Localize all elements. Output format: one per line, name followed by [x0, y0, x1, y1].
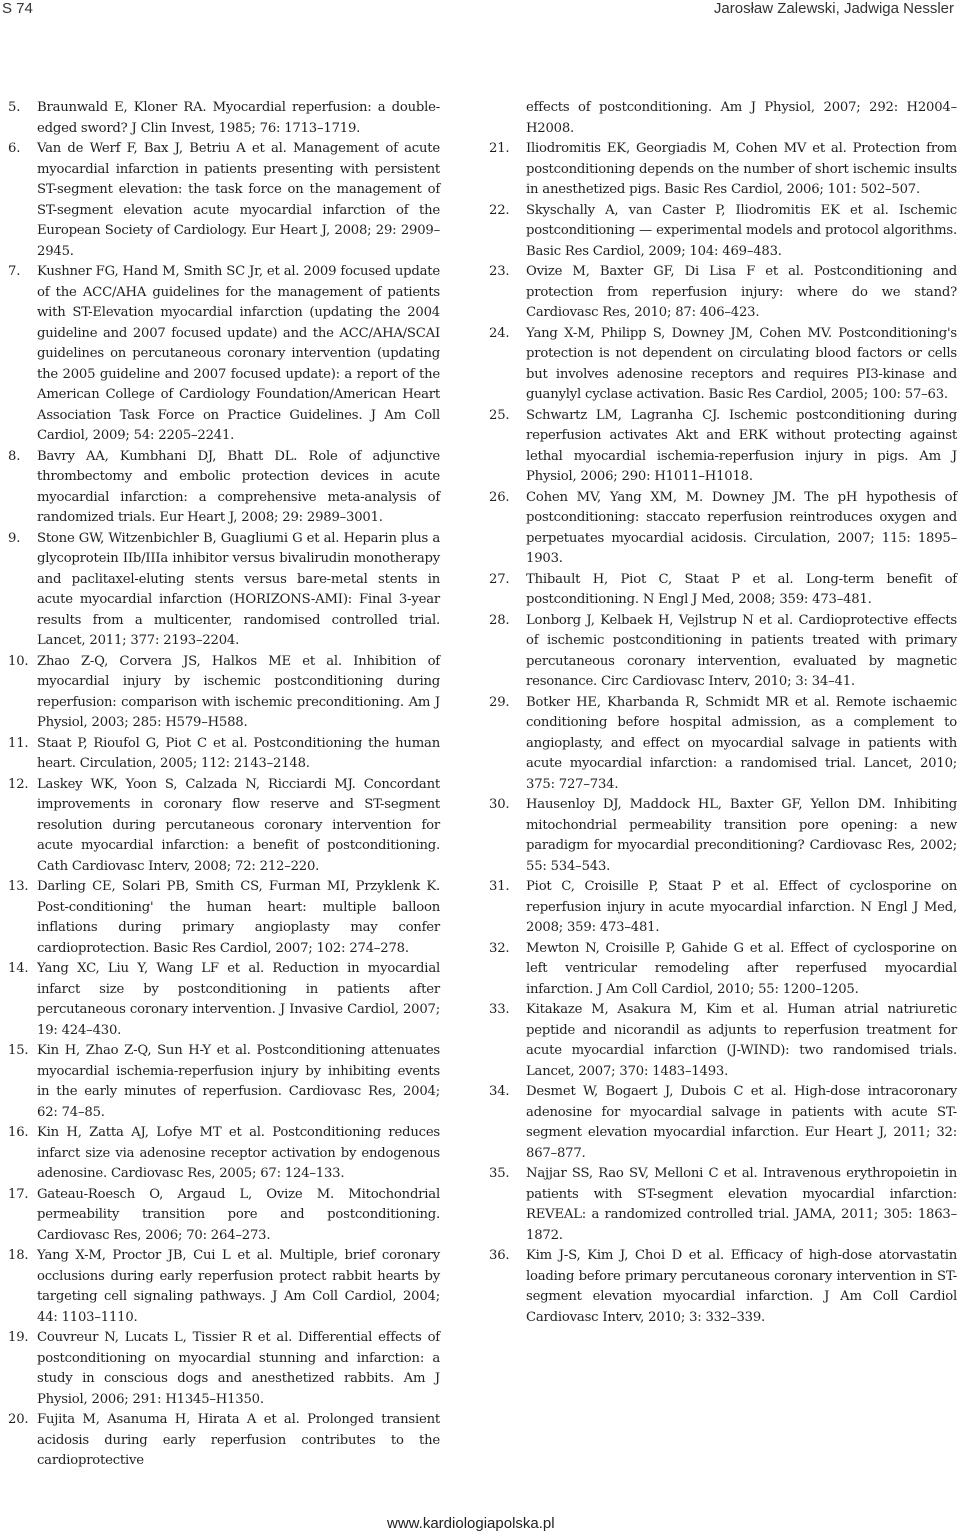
reference-text: Mewton N, Croisille P, Gahide G et al. Effect of cyclosporine on left ventricular remodeling after reperfused myocardial infarction. J Am Coll Cardiol, 2010; 55: 1200–1205. — [526, 940, 957, 997]
reference-text: Kin H, Zhao Z-Q, Sun H-Y et al. Postconditioning attenuates myocardial ischemia-reperfusion injury by inhibiting events in the early minutes of reperfusion. Cardiovasc Res, 2004; 62: 74–85. — [37, 1043, 440, 1120]
reference-item — [489, 877, 957, 939]
reference-item — [489, 488, 957, 570]
reference-text: Kin H, Zatta AJ, Lofye MT et al. Postconditioning reduces infarct size via adenosine receptor activation by endogenous adenosine. Cardiovasc Res, 2005; 67: 124–133. — [37, 1125, 440, 1181]
reference-text: Kitakaze M, Asakura M, Kim et al. Human atrial natriuretic peptide and nicorandil as adjunts to reperfusion treatment for acute myocardial infarction (J-WIND): two randomised trials. Lancet, 2007; 370: 1483–1493. — [526, 1002, 957, 1079]
reference-number: 29. — [489, 694, 510, 710]
reference-number: 17. — [8, 1186, 29, 1202]
reference-number: 23. — [489, 264, 510, 279]
reference-number: 10. — [8, 653, 29, 669]
reference-item — [8, 98, 440, 139]
running-header — [0, 0, 960, 24]
reference-number: 12. — [8, 776, 29, 792]
reference-item — [8, 1185, 440, 1247]
reference-text: Desmet W, Bogaert J, Dubois C et al. High-dose intracoronary adenosine for myocardial salvage in patients with acute ST-segment elevation myocardial infarction. Eur Heart J, 2011; 32: 867–877. — [526, 1084, 957, 1161]
reference-item — [8, 959, 440, 1041]
reference-item — [8, 1123, 440, 1185]
reference-text: Fujita M, Asanuma H, Hirata A et al. Prolonged transient acidosis during early reperfusion contributes to the cardioprotective — [37, 1412, 440, 1468]
reference-text: Laskey WK, Yoon S, Calzada N, Ricciardi MJ. Concordant improvements in coronary flow reserve and ST-segment resolution during percutaneous coronary intervention for acute myocardial infarction: a benefit of postconditioning. Cath Cardiovasc Interv, 2008; 72: 212–220. — [37, 776, 440, 874]
reference-text: Kushner FG, Hand M, Smith SC Jr, et al. 2009 focused update of the ACC/AHA guidelines for the management of patients with ST-Elevation myocardial infarction (updating the 2004 guideline and 2007 focused update) and the ACC/AHA/SCAI guidelines on percutaneous coronary intervention (updating the 2005 guideline and 2007 focused update): a report of the American College of Cardiology Foundation/American Heart Association Task Force on Practice Guidelines. J Am Coll Cardiol, 2009; 54: 2205–2241. — [37, 264, 440, 443]
reference-number: 26. — [489, 489, 510, 505]
reference-item — [8, 775, 440, 878]
reference-text: Couvreur N, Lucats L, Tissier R et al. Differential effects of postconditioning on myocardial stunning and infarction: a study in conscious dogs and anesthetized rabbits. Am J Physiol, 2006; 291: H1345–H1350. — [37, 1330, 440, 1407]
reference-text: Staat P, Rioufol G, Piot C et al. Postconditioning the human heart. Circulation, 2005; 112: 2143–2148. — [37, 735, 440, 771]
reference-text: Darling CE, Solari PB, Smith CS, Furman MI, Przyklenk K. Post-conditioning' the human heart: multiple balloon inflations during primary angioplasty may confer cardioprotection. Basic Res Cardiol, 2007; 102: 274–278. — [37, 879, 440, 956]
reference-number: 6. — [8, 141, 21, 156]
reference-number: 25. — [489, 407, 510, 423]
reference-item — [489, 406, 957, 488]
reference-item — [8, 262, 440, 447]
reference-item — [8, 529, 440, 652]
reference-text: Kim J-S, Kim J, Choi D et al. Efficacy of high-dose atorvastatin loading before primary percutaneous coronary intervention in ST-segment elevation myocardial infarction. J Am Coll Cardiol Cardiovasc Interv, 2010; 3: 332–339. — [526, 1248, 957, 1325]
reference-text: Ovize M, Baxter GF, Di Lisa F et al. Postconditioning and protection from reperfusion injury: where do we stand? Cardiovasc Res, 2010; 87: 406–423. — [526, 264, 957, 320]
reference-number: 20. — [8, 1412, 29, 1427]
reference-item — [8, 139, 440, 262]
reference-item — [489, 693, 957, 796]
reference-number: 7. — [8, 264, 21, 279]
reference-number: 28. — [489, 612, 510, 628]
reference-number: 14. — [8, 961, 29, 976]
page-footer — [0, 1515, 960, 1536]
page-number: S 74 — [2, 0, 33, 17]
reference-number: 33. — [489, 1002, 510, 1017]
reference-number: 16. — [8, 1125, 29, 1140]
reference-item — [8, 1041, 440, 1123]
reference-text: Schwartz LM, Lagranha CJ. Ischemic postconditioning during reperfusion activates Akt and ERK without protecting against lethal myocardial ischemia-reperfusion injury in pigs. Am J Physiol, 2006; 290: H1011–H1018. — [526, 407, 957, 484]
reference-item — [8, 1246, 440, 1328]
reference-text: Najjar SS, Rao SV, Melloni C et al. Intravenous erythropoietin in patients with ST-segment elevation myocardial infarction: REVEAL: a randomized controlled trial. JAMA, 2011; 305: 1863–1872. — [526, 1166, 957, 1243]
reference-number: 15. — [8, 1043, 29, 1058]
references-right-column — [489, 98, 957, 1328]
reference-number: 19. — [8, 1330, 29, 1345]
reference-text: Yang X-M, Proctor JB, Cui L et al. Multiple, brief coronary occlusions during early reperfusion protect rabbit hearts by targeting cell signaling pathways. J Am Coll Cardiol, 2004; 44: 1103–1110. — [37, 1248, 440, 1325]
reference-item — [489, 262, 957, 324]
reference-text: Piot C, Croisille P, Staat P et al. Effect of cyclosporine on reperfusion injury in acute myocardial infarction. N Engl J Med, 2008; 359: 473–481. — [526, 879, 957, 935]
reference-text: Stone GW, Witzenbichler B, Guagliumi G et al. Heparin plus a glycoprotein IIb/IIIa inhibitor versus bivalirudin monotherapy and paclitaxel-eluting stents versus bare-metal stents in acute myocardial infarction (HORIZONS-AMI): Final 3-year results from a multicenter, randomised controlled trial. Lancet, 2011; 377: 2193–2204. — [37, 530, 440, 648]
reference-number: 32. — [489, 940, 510, 956]
reference-text: Van de Werf F, Bax J, Betriu A et al. Management of acute myocardial infarction in patients presenting with persistent ST-segment elevation: the task force on the management of ST-segment elevation acute myocardial infarction of the European Society of Cardiology. Eur Heart J, 2008; 29: 2909–2945. — [37, 141, 440, 259]
reference-number: 31. — [489, 879, 510, 894]
reference-text: Hausenloy DJ, Maddock HL, Baxter GF, Yellon DM. Inhibiting mitochondrial permeability transition pore opening: a new paradigm for myocardial preconditioning? Cardiovasc Res, 2002; 55: 534–543. — [526, 797, 957, 874]
reference-item — [8, 877, 440, 959]
reference-item — [489, 795, 957, 877]
reference-item — [8, 1410, 440, 1472]
reference-text: Braunwald E, Kloner RA. Myocardial reperfusion: a double-edged sword? J Clin Invest, 1985; 76: 1713–1719. — [37, 100, 440, 136]
reference-number: 8. — [8, 448, 21, 464]
reference-text: Botker HE, Kharbanda R, Schmidt MR et al. Remote ischaemic conditioning before hospital admission, as a complement to angioplasty, and effect on myocardial salvage in patients with acute myocardial infarction: a randomised trial. Lancet, 2010; 375: 727–734. — [526, 694, 957, 792]
reference-number: 27. — [489, 571, 510, 587]
reference-number: 36. — [489, 1248, 510, 1263]
reference-number: 34. — [489, 1084, 510, 1099]
reference-number: 13. — [8, 879, 29, 894]
reference-item — [489, 324, 957, 406]
reference-text: Thibault H, Piot C, Staat P et al. Long-term benefit of postconditioning. N Engl J Med, 2008; 359: 473–481. — [526, 571, 957, 607]
reference-text: Cohen MV, Yang XM, M. Downey JM. The pH hypothesis of postconditioning: staccato reperfusion reintroduces oxygen and perpetuates myocardial acidosis. Circulation, 2007; 115: 1895–1903. — [526, 489, 957, 566]
reference-item — [489, 611, 957, 693]
reference-item — [8, 1328, 440, 1410]
reference-text: Lonborg J, Kelbaek H, Vejlstrup N et al. Cardioprotective effects of ischemic postconditioning in patients treated with primary percutaneous coronary intervention, evaluated by magnetic resonance. Circ Cardiovasc Interv, 2010; 3: 34–41. — [526, 612, 957, 689]
reference-item — [8, 447, 440, 529]
reference-number: 21. — [489, 141, 510, 156]
running-header-authors: Jarosław Zalewski, Jadwiga Nessler — [713, 0, 954, 17]
reference-number: 24. — [489, 325, 510, 341]
reference-item — [489, 1000, 957, 1082]
reference-text: Yang XC, Liu Y, Wang LF et al. Reduction in myocardial infarct size by postconditioning in patients after percutaneous coronary intervention. J Invasive Cardiol, 2007; 19: 424–430. — [37, 961, 440, 1038]
reference-number: 5. — [8, 100, 21, 115]
reference-item — [8, 652, 440, 734]
journal-url-link[interactable]: www.kardiologiapolska.pl — [387, 1515, 555, 1532]
reference-item — [489, 201, 957, 263]
reference-number: 35. — [489, 1166, 510, 1181]
reference-text: Skyschally A, van Caster P, Iliodromitis EK et al. Ischemic postconditioning — experimental models and protocol algorithms. Basic Res Cardiol, 2009; 104: 469–483. — [526, 202, 957, 259]
reference-number: 22. — [489, 202, 510, 218]
reference-number: 18. — [8, 1248, 29, 1263]
reference-item — [489, 939, 957, 1001]
reference-item — [8, 734, 440, 775]
reference-number: 30. — [489, 797, 510, 812]
reference-item — [489, 570, 957, 611]
reference-item — [489, 1164, 957, 1246]
reference-text: effects of postconditioning. Am J Physiol, 2007; 292: H2004–H2008. — [526, 100, 957, 136]
reference-item — [489, 1246, 957, 1328]
reference-continuation — [489, 98, 957, 139]
reference-text: Gateau-Roesch O, Argaud L, Ovize M. Mitochondrial permeability transition pore and postconditioning. Cardiovasc Res, 2006; 70: 264–273. — [37, 1186, 440, 1243]
reference-item — [489, 139, 957, 201]
reference-text: Iliodromitis EK, Georgiadis M, Cohen MV et al. Protection from postconditioning depends on the number of short ischemic insults in anesthetized pigs. Basic Res Cardiol, 2006; 101: 502–507. — [526, 141, 957, 197]
references-left-column — [8, 98, 440, 1472]
reference-item — [489, 1082, 957, 1164]
reference-text: Bavry AA, Kumbhani DJ, Bhatt DL. Role of adjunctive thrombectomy and embolic protection devices in acute myocardial infarction: a comprehensive meta-analysis of randomized trials. Eur Heart J, 2008; 29: 2989–3001. — [37, 448, 440, 525]
reference-text: Yang X-M, Philipp S, Downey JM, Cohen MV. Postconditioning's protection is not dependent on circulating blood factors or cells but involves adenosine receptors and requires PI3-kinase and guanylyl cyclase activation. Basic Res Cardiol, 2005; 100: 57–63. — [526, 325, 957, 402]
reference-number: 11. — [8, 735, 29, 751]
reference-number: 9. — [8, 530, 21, 546]
reference-text: Zhao Z-Q, Corvera JS, Halkos ME et al. Inhibition of myocardial injury by ischemic postconditioning during reperfusion: comparison with ischemic preconditioning. Am J Physiol, 2003; 285: H579–H588. — [37, 653, 440, 730]
